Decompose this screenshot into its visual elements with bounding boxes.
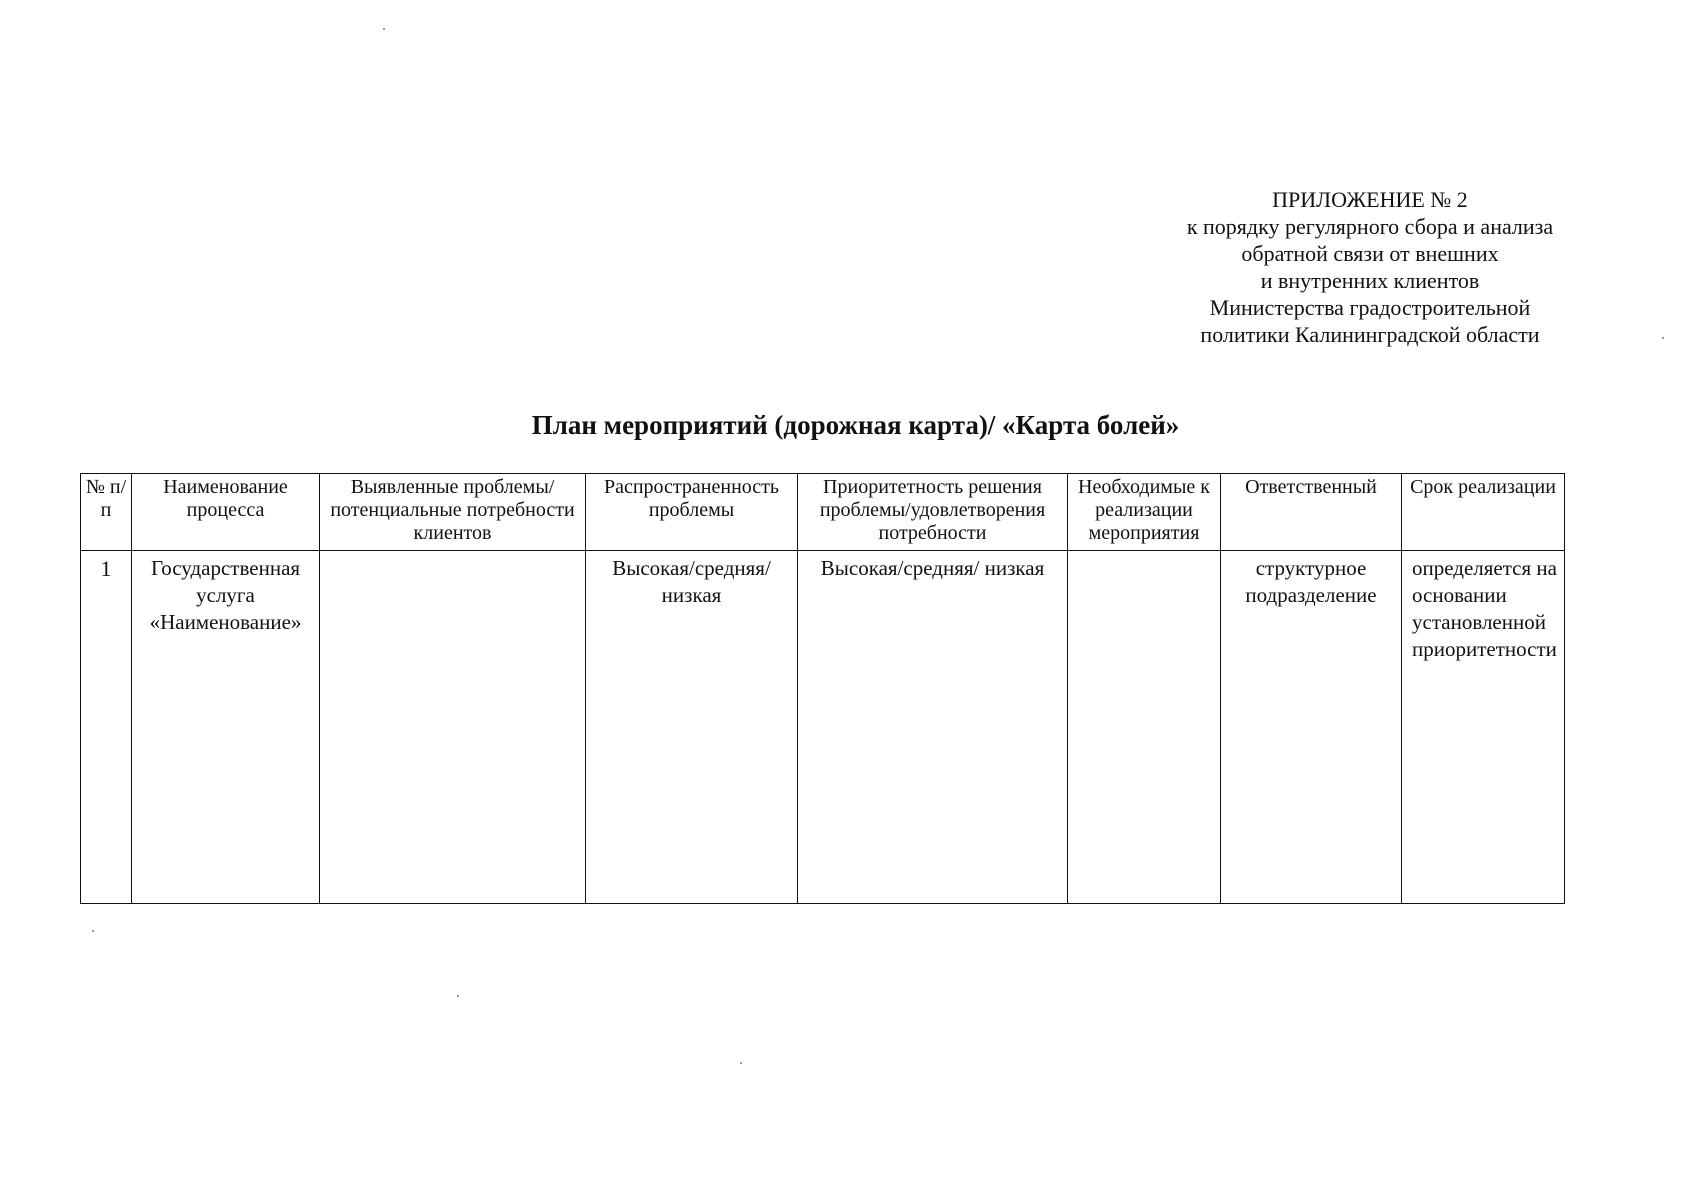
appendix-line: политики Калининградской области <box>1200 322 1540 347</box>
table-header-row <box>81 474 1565 551</box>
appendix-line: Министерства градостроительной <box>1209 295 1531 320</box>
scan-speck <box>740 1062 742 1064</box>
header-measures: Необходимые к реализации мероприятия <box>1068 474 1221 551</box>
header-num: № п/ п <box>81 474 132 551</box>
header-responsible: Ответственный <box>1221 474 1402 551</box>
cell-responsible: структурное подразделение <box>1221 551 1402 904</box>
document-title-text: План мероприятий (дорожная карта)/ «Карта болей» <box>531 410 1180 440</box>
header-problems: Выявленные проблемы/потенциальные потребности клиентов <box>320 474 586 551</box>
cell-measures <box>1068 551 1221 904</box>
cell-problems <box>320 551 586 904</box>
header-deadline: Срок реализации <box>1402 474 1565 551</box>
cell-prevalence: Высокая/средняя/ низкая <box>586 551 798 904</box>
cell-deadline: определяется на основании установленной приоритетности <box>1402 551 1565 904</box>
roadmap-table <box>80 473 1565 904</box>
appendix-block <box>1150 186 1590 348</box>
header-prevalence: Распространенность проблемы <box>586 474 798 551</box>
appendix-line: и внутренних клиентов <box>1260 268 1480 293</box>
appendix-line: обратной связи от внешних <box>1241 241 1499 266</box>
appendix-line: к порядку регулярного сбора и анализа <box>1186 214 1554 239</box>
cell-priority: Высокая/средняя/ низкая <box>798 551 1068 904</box>
scan-speck <box>383 28 385 30</box>
table-row <box>81 551 1565 904</box>
document-title <box>0 410 1697 441</box>
cell-process: Государственная услуга «Наименование» <box>132 551 320 904</box>
cell-num: 1 <box>81 551 132 904</box>
header-priority: Приоритетность решения проблемы/удовлетворения потребности <box>798 474 1068 551</box>
scan-speck <box>92 930 94 932</box>
scan-speck <box>1662 337 1664 339</box>
scan-speck <box>457 995 459 997</box>
appendix-line: ПРИЛОЖЕНИЕ № 2 <box>1272 187 1468 212</box>
header-process: Наименование процесса <box>132 474 320 551</box>
